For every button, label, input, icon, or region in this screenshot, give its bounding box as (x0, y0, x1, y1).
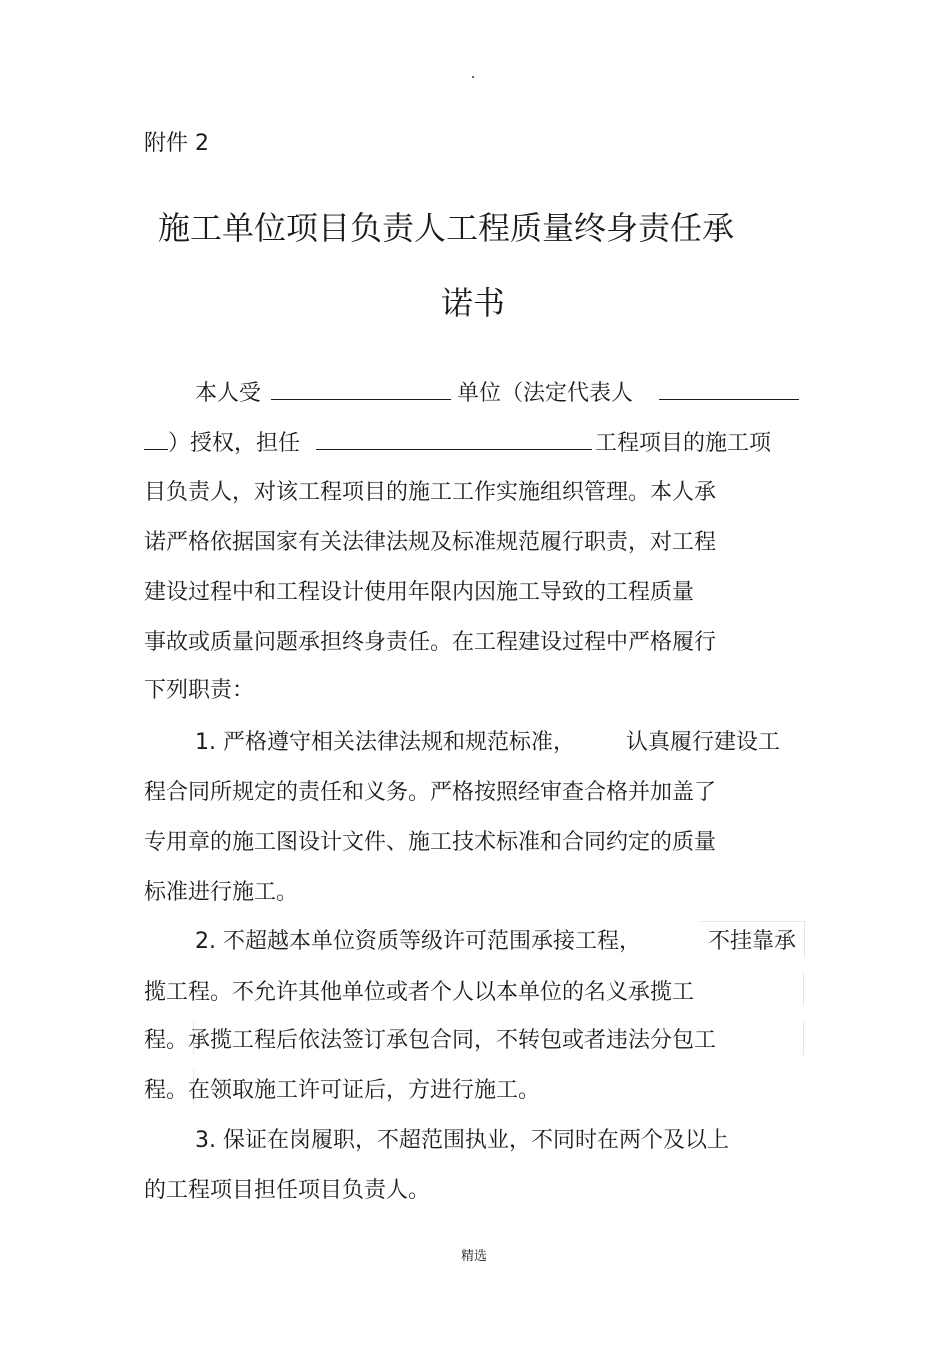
scan-artifact-line-2 (803, 1021, 804, 1055)
page-dot (472, 76, 474, 78)
document-title-line2: 诺书 (441, 284, 506, 322)
scan-artifact-line-1 (803, 972, 804, 1006)
intro-line-7: 下列职责： (144, 678, 255, 703)
document-title-line1: 施工单位项目负责人工程质量终身责任承 (158, 209, 735, 247)
legal-representative-blank-cont[interactable] (144, 431, 168, 450)
intro-line-1 (195, 381, 799, 406)
project-name-blank[interactable] (316, 431, 592, 450)
item1-line-3: 专用章的施工图设计文件、施工技术标准和合同约定的质量 (144, 830, 717, 855)
legal-representative-blank[interactable] (659, 381, 799, 400)
item2-line-2: 揽工程。不允许其他单位或者个人以本单位的名义承揽工 (144, 980, 695, 1005)
item1-line-2: 程合同所规定的责任和义务。严格按照经审查合格并加盖了 (144, 780, 717, 805)
intro-line-5: 建设过程中和工程设计使用年限内因施工导致的工程质量 (144, 580, 695, 605)
item2-line-4: 程。在领取施工许可证后，方进行施工。 (144, 1078, 541, 1103)
item1-line-4: 标准进行施工。 (144, 880, 299, 905)
intro-line-1-text-b: 单位（法定代表人 (457, 381, 634, 406)
item2-line-1a: 2. 不超越本单位资质等级许可范围承接工程， (195, 929, 641, 954)
intro-line-6: 事故或质量问题承担终身责任。在工程建设过程中严格履行 (144, 630, 717, 655)
intro-line-1-text-a: 本人受 (195, 381, 262, 406)
intro-line-2-text-b: 工程项目的施工项 (595, 431, 772, 456)
intro-line-2 (144, 431, 771, 456)
item3-line-2: 的工程项目担任项目负责人。 (144, 1178, 431, 1203)
intro-line-3: 目负责人，对该工程项目的施工工作实施组织管理。本人承 (144, 480, 717, 505)
item1-line-1a: 1. 严格遵守相关法律法规和规范标准， (195, 730, 575, 755)
item1-line-1b: 认真履行建设工 (626, 730, 781, 755)
item2-line-3: 程。承揽工程后依法签订承包合同，不转包或者违法分包工 (144, 1028, 717, 1053)
intro-line-2-text-a: ）授权，担任 (168, 431, 301, 456)
item2-line-1b: 不挂靠承 (708, 929, 797, 954)
item3-line-1: 3. 保证在岗履职，不超范围执业，不同时在两个及以上 (195, 1128, 729, 1153)
footer-label: 精选 (461, 1249, 488, 1264)
intro-line-4: 诺严格依据国家有关法律法规及标准规范履行职责，对工程 (144, 530, 717, 555)
unit-name-blank[interactable] (271, 381, 451, 400)
attachment-label: 附件 2 (144, 131, 209, 156)
